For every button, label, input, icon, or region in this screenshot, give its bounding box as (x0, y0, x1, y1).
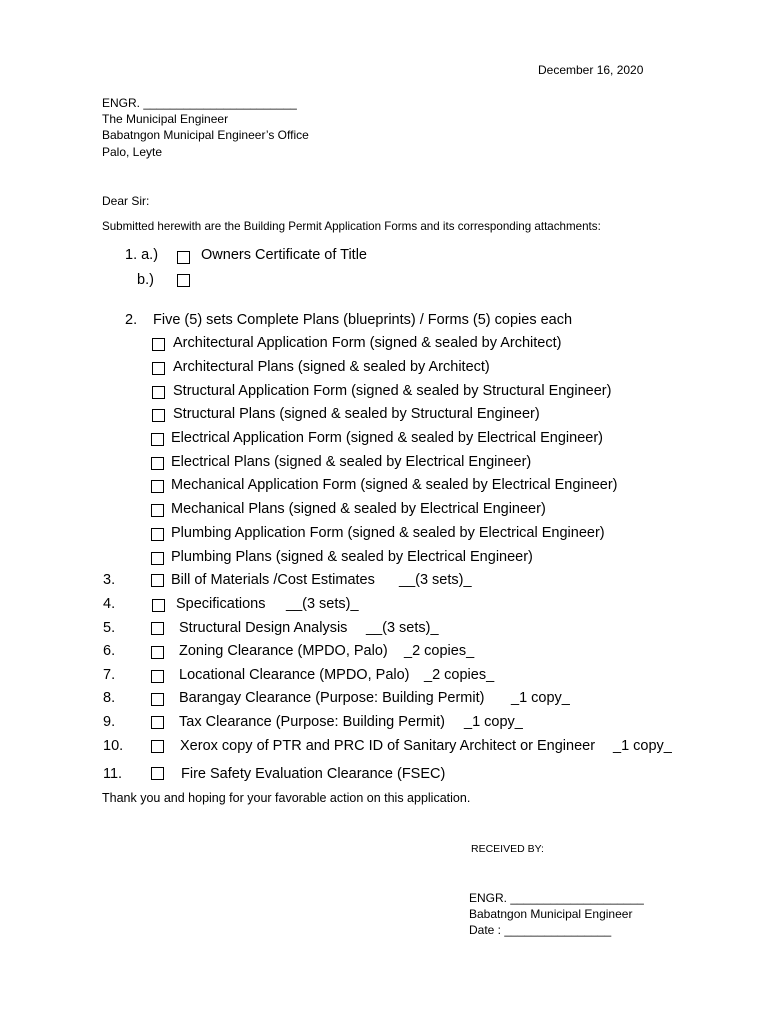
received-by-label: RECEIVED BY: (471, 843, 544, 855)
item-checkbox[interactable] (151, 767, 164, 780)
item-checkbox[interactable] (151, 693, 164, 706)
subitem-label: Mechanical Plans (signed & sealed by Electrical Engineer) (171, 501, 546, 517)
addressee-title: The Municipal Engineer (102, 112, 229, 126)
item-label: Fire Safety Evaluation Clearance (FSEC) (181, 766, 446, 782)
item-label: Structural Design Analysis (179, 620, 348, 636)
item-label: Bill of Materials /Cost Estimates (171, 572, 375, 588)
item-checkbox[interactable] (152, 599, 165, 612)
item-quantity: __(3 sets)_ (399, 572, 472, 588)
item-label: Xerox copy of PTR and PRC ID of Sanitary Architect or Engineer (180, 738, 596, 754)
subitem-checkbox[interactable] (152, 338, 165, 351)
item-checkbox[interactable] (151, 574, 164, 587)
letter-date: December 16, 2020 (538, 63, 644, 77)
subitem-label: Structural Application Form (signed & sealed by Structural Engineer) (173, 383, 612, 399)
item-number: 4. (103, 596, 116, 612)
subitem-checkbox[interactable] (152, 362, 165, 375)
received-office: Babatngon Municipal Engineer (469, 907, 633, 921)
item-1-label: Owners Certificate of Title (201, 247, 367, 263)
item-number: 9. (103, 714, 116, 730)
item-label: Locational Clearance (MPDO, Palo) (179, 667, 410, 683)
subitem-label: Mechanical Application Form (signed & sealed by Electrical Engineer) (171, 477, 618, 493)
item-checkbox[interactable] (151, 646, 164, 659)
item-label: Tax Clearance (Purpose: Building Permit) (179, 714, 445, 730)
addressee-office: Babatngon Municipal Engineer’s Office (102, 128, 309, 142)
subitem-label: Plumbing Application Form (signed & sealed by Electrical Engineer) (171, 525, 605, 541)
subitem-checkbox[interactable] (151, 433, 164, 446)
item-number: 11. (103, 766, 123, 782)
item-label: Specifications (176, 596, 266, 612)
item-quantity: _2 copies_ (424, 667, 495, 683)
subitem-label: Electrical Plans (signed & sealed by Electrical Engineer) (171, 454, 532, 470)
item-2-label: Five (5) sets Complete Plans (blueprints) / Forms (5) copies each (153, 312, 573, 328)
item-quantity: _2 copies_ (404, 643, 475, 659)
item-quantity: _1 copy_ (511, 690, 570, 706)
item-checkbox[interactable] (151, 716, 164, 729)
subitem-label: Electrical Application Form (signed & sealed by Electrical Engineer) (171, 430, 603, 446)
subitem-checkbox[interactable] (151, 457, 164, 470)
subitem-checkbox[interactable] (152, 386, 165, 399)
item-quantity: __(3 sets)_ (286, 596, 359, 612)
item-quantity: _1 copy_ (464, 714, 523, 730)
item-number: 8. (103, 690, 116, 706)
item-number: 7. (103, 667, 116, 683)
subitem-label: Plumbing Plans (signed & sealed by Electrical Engineer) (171, 549, 533, 565)
received-date-line: Date : ________________ (469, 923, 612, 937)
closing-line: Thank you and hoping for your favorable action on this application. (102, 791, 471, 805)
item-number: 6. (103, 643, 116, 659)
item-1b-number: b.) (137, 272, 154, 288)
item-checkbox[interactable] (151, 740, 164, 753)
subitem-checkbox[interactable] (152, 409, 165, 422)
subitem-label: Architectural Application Form (signed & sealed by Architect) (173, 335, 562, 351)
item-label: Barangay Clearance (Purpose: Building Permit) (179, 690, 485, 706)
subitem-label: Structural Plans (signed & sealed by Structural Engineer) (173, 406, 540, 422)
subitem-checkbox[interactable] (151, 528, 164, 541)
item-quantity: _1 copy_ (613, 738, 672, 754)
item-1a-checkbox[interactable] (177, 251, 190, 264)
item-2-number: 2. (125, 312, 138, 328)
received-engr-line: ENGR. ____________________ (469, 891, 644, 905)
subitem-checkbox[interactable] (151, 552, 164, 565)
addressee-engr-line: ENGR. _______________________ (102, 96, 297, 110)
item-number: 3. (103, 572, 116, 588)
item-1b-checkbox[interactable] (177, 274, 190, 287)
subitem-checkbox[interactable] (151, 504, 164, 517)
item-checkbox[interactable] (151, 622, 164, 635)
addressee-location: Palo, Leyte (102, 145, 163, 159)
intro-paragraph: Submitted herewith are the Building Permit Application Forms and its corresponding attachments: (102, 220, 601, 233)
subitem-checkbox[interactable] (151, 480, 164, 493)
subitem-label: Architectural Plans (signed & sealed by Architect) (173, 359, 490, 375)
item-checkbox[interactable] (151, 670, 164, 683)
item-number: 5. (103, 620, 116, 636)
item-number: 10. (103, 738, 124, 754)
item-1-number: 1. a.) (125, 247, 159, 263)
salutation: Dear Sir: (102, 194, 150, 208)
item-label: Zoning Clearance (MPDO, Palo) (179, 643, 388, 659)
item-quantity: __(3 sets)_ (366, 620, 439, 636)
